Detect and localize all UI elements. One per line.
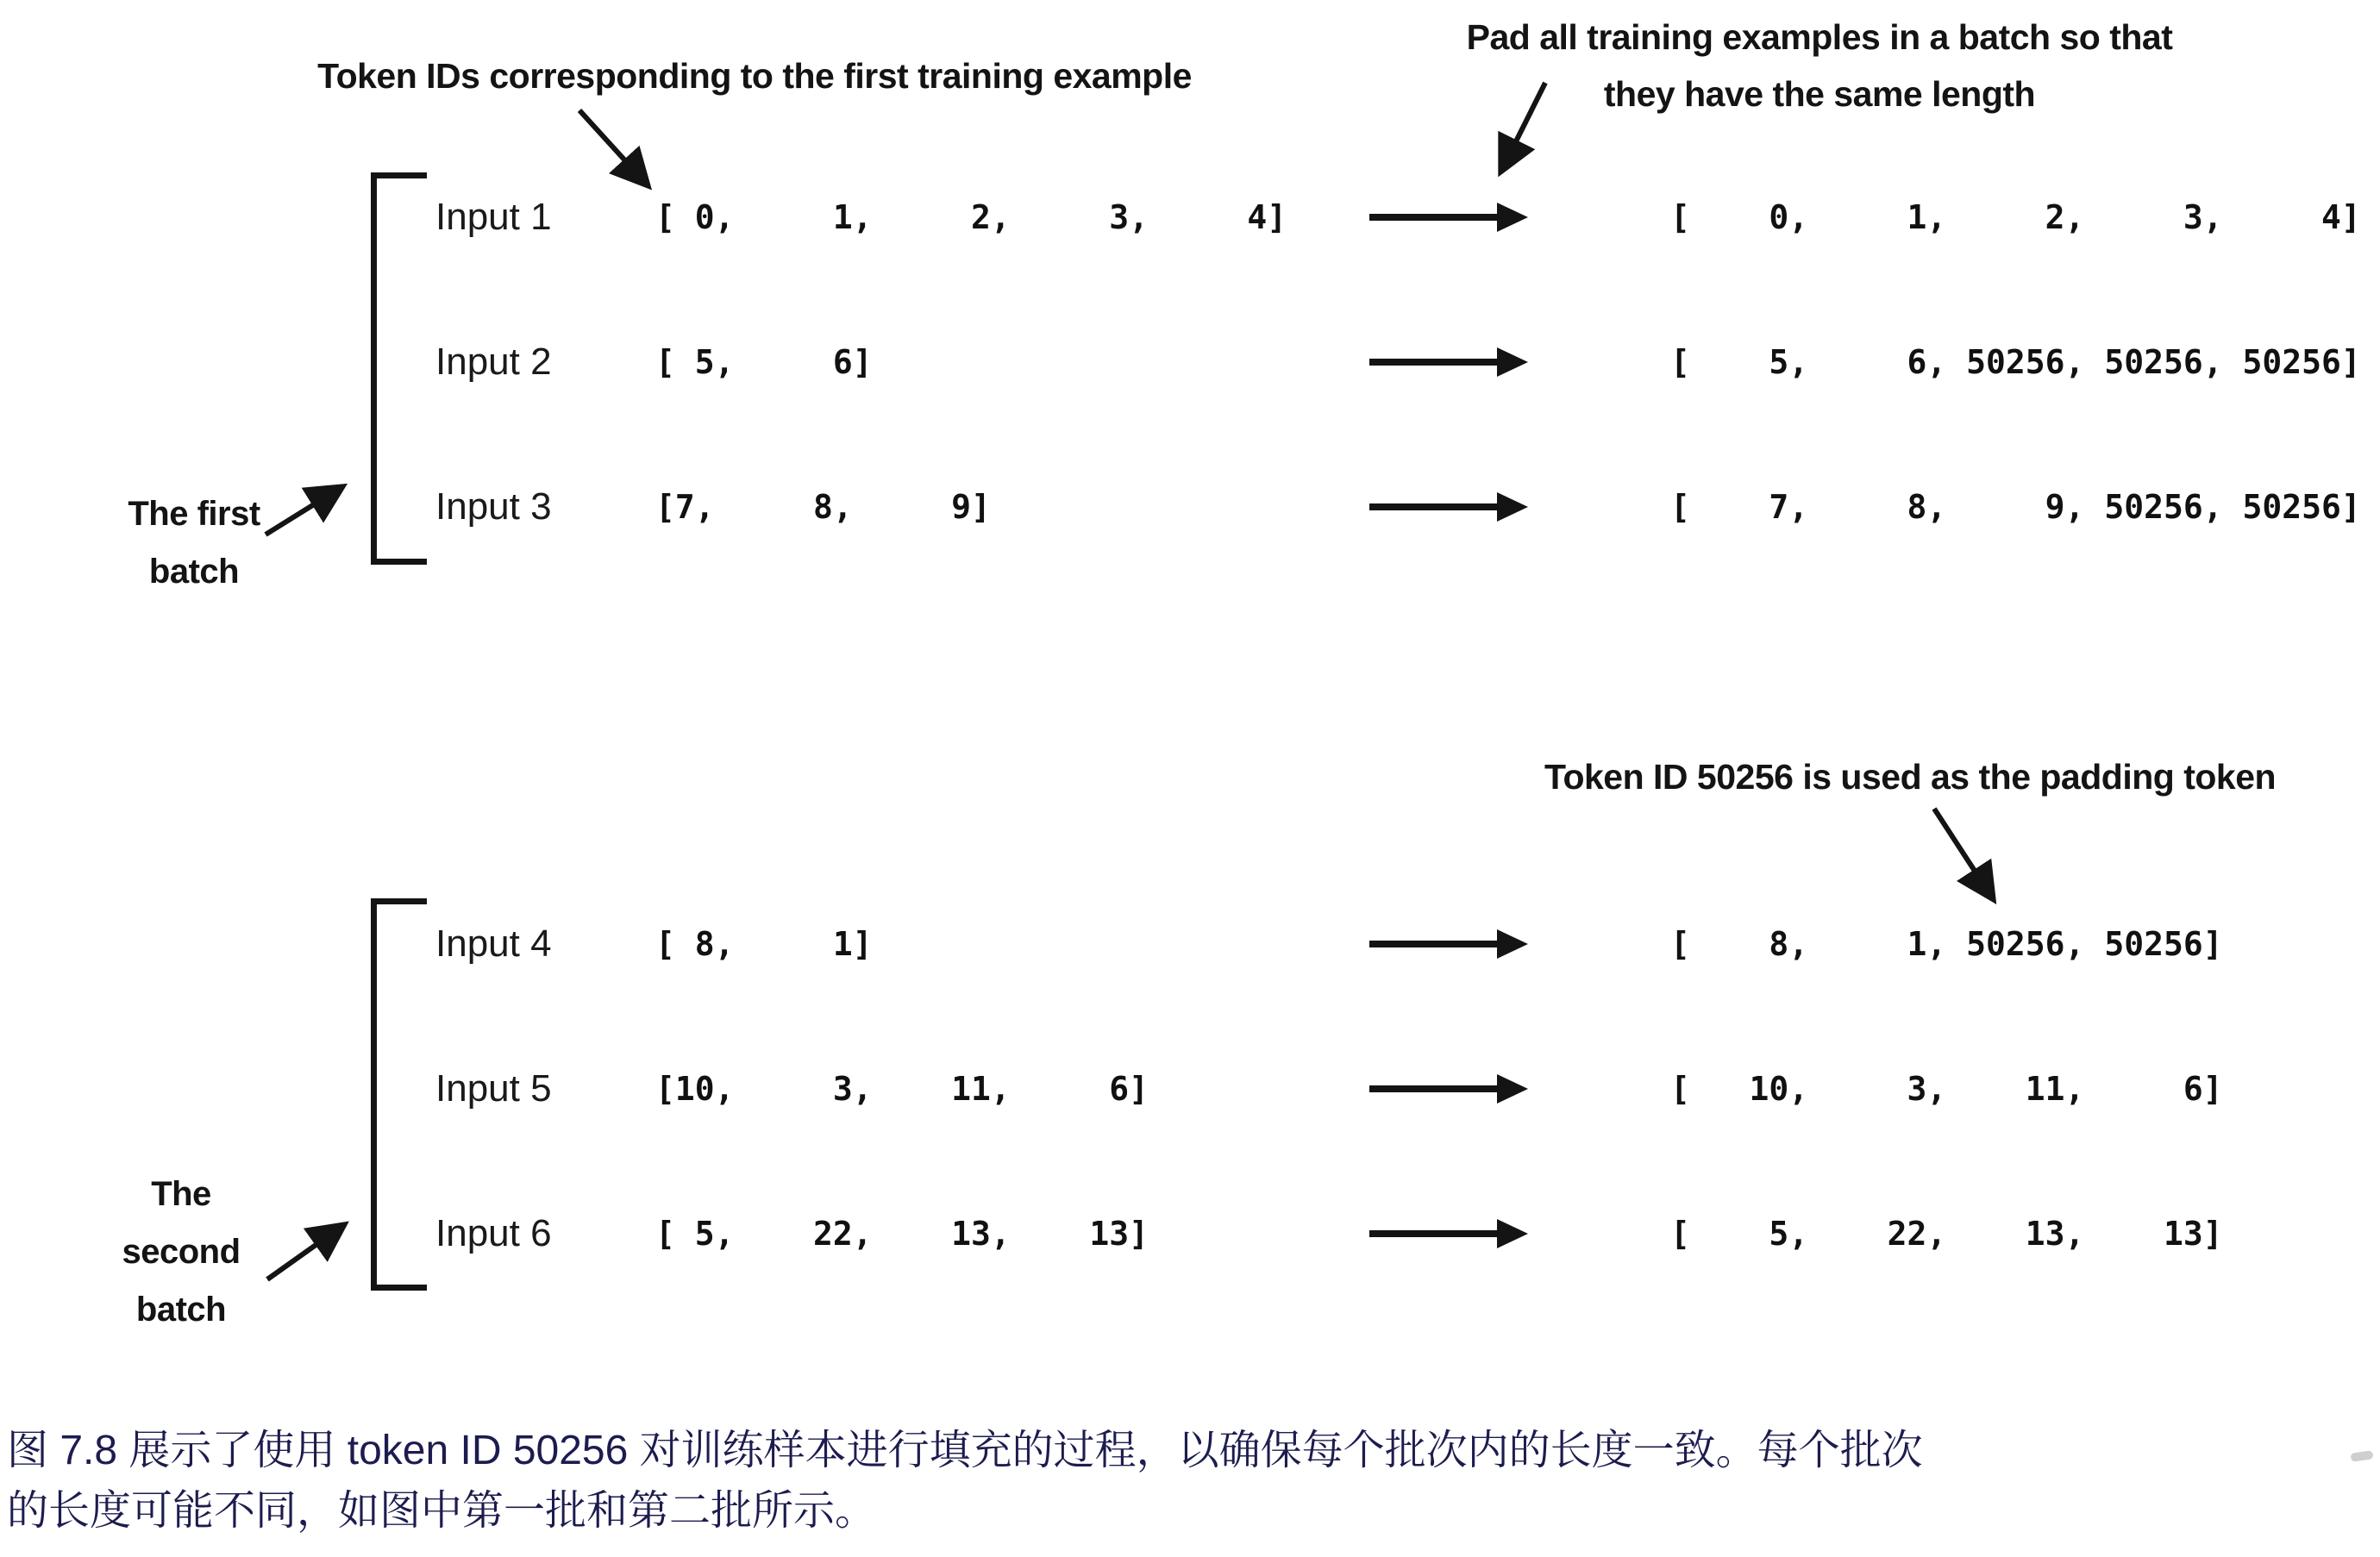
input-5-label: Input 5 (435, 1067, 552, 1110)
table-row-input-2 (0, 335, 2380, 390)
input-5-padded-token-ids: [ 10, 3, 11, 6] (1670, 1070, 2223, 1108)
annotation-token-ids: Token IDs corresponding to the first training example (317, 56, 1192, 96)
figure-caption (7, 1421, 2380, 1541)
second-batch-label-line1: The (151, 1175, 211, 1213)
arrow-down-right-icon (579, 110, 648, 186)
figure-caption-line1: 图 7.8 展示了使用 token ID 50256 对训练样本进行填充的过程，以确保每个批次内的长度一致。每个批次 (7, 1428, 1923, 1473)
input-1-token-ids: [ 0, 1, 2, 3, 4] (655, 198, 1287, 236)
arrow-right-icon (1369, 503, 1528, 510)
input-2-token-ids: [ 5, 6] (655, 343, 873, 381)
first-batch-label-line1: The first (128, 495, 260, 533)
input-2-padded-token-ids: [ 5, 6, 50256, 50256, 50256] (1670, 343, 2361, 381)
input-4-padded-token-ids: [ 8, 1, 50256, 50256] (1670, 925, 2223, 963)
input-3-label: Input 3 (435, 485, 552, 528)
input-6-label: Input 6 (435, 1212, 552, 1254)
table-row-input-4 (0, 916, 2380, 972)
second-batch-label-line2: second (122, 1233, 241, 1271)
input-5-token-ids: [10, 3, 11, 6] (655, 1070, 1149, 1108)
table-row-input-5 (0, 1061, 2380, 1116)
input-1-label: Input 1 (435, 196, 552, 238)
table-row-input-1 (0, 190, 2380, 245)
input-4-label: Input 4 (435, 922, 552, 965)
annotation-pad-batch-line2: they have the same length (1603, 74, 2036, 114)
input-1-padded-token-ids: [ 0, 1, 2, 3, 4] (1670, 198, 2361, 236)
annotation-pad-batch (1427, 9, 2212, 122)
arrow-right-icon (1369, 214, 1528, 221)
annotation-pad-batch-line1: Pad all training examples in a batch so that (1466, 17, 2173, 57)
input-6-token-ids: [ 5, 22, 13, 13] (655, 1215, 1149, 1253)
input-2-label: Input 2 (435, 341, 552, 383)
arrow-right-icon (1369, 941, 1528, 947)
first-batch-label-line2: batch (148, 553, 240, 591)
input-3-token-ids: [7, 8, 9] (655, 488, 991, 526)
second-batch-label-line3: batch (135, 1291, 227, 1329)
table-row-input-6 (0, 1206, 2380, 1261)
arrow-right-icon (1369, 1230, 1528, 1237)
figure-caption-line2: 的长度可能不同，如图中第一批和第二批所示。 (7, 1488, 877, 1534)
table-row-input-3 (0, 479, 2380, 535)
arrow-right-icon (1369, 359, 1528, 366)
input-6-padded-token-ids: [ 5, 22, 13, 13] (1670, 1215, 2223, 1253)
arrow-right-icon (1369, 1085, 1528, 1092)
input-4-token-ids: [ 8, 1] (655, 925, 873, 963)
input-3-padded-token-ids: [ 7, 8, 9, 50256, 50256] (1670, 488, 2361, 526)
arrow-down-right-icon (1934, 809, 1994, 900)
annotation-padding-token: Token ID 50256 is used as the padding token (1544, 757, 2277, 797)
